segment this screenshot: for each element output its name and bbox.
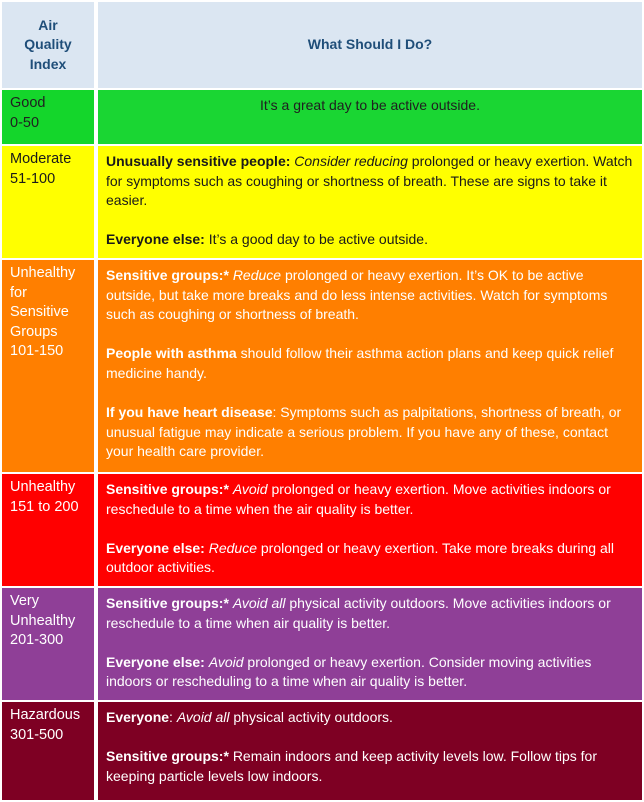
- advice-bold: Sensitive groups:*: [106, 267, 229, 283]
- advice-bold: Sensitive groups:*: [106, 748, 229, 765]
- category-label-line: for: [10, 284, 27, 301]
- advice-bold: If you have heart disease: [106, 404, 273, 421]
- advice-good: [94, 88, 642, 144]
- advice-unhealthy: [94, 472, 642, 586]
- category-range: 151 to 200: [10, 498, 79, 515]
- category-unhealthy-sensitive: [2, 258, 94, 472]
- row-unhealthy-sensitive: [2, 258, 642, 472]
- aqi-table: [2, 2, 642, 800]
- advice-paragraph: [106, 266, 634, 325]
- category-range: 301-500: [10, 726, 64, 743]
- header-aqi-cell: [2, 2, 94, 88]
- advice-text: It’s a good day to be active outside.: [208, 231, 428, 248]
- advice-text: prolonged or heavy exertion. Take more breaks during all outdoor activities.: [106, 539, 614, 576]
- advice-bold: Everyone else:: [106, 539, 205, 556]
- category-range: 51-100: [10, 170, 56, 187]
- row-very-unhealthy: [2, 586, 642, 700]
- category-label-line: Unhealthy: [10, 265, 76, 281]
- advice-paragraph: [106, 653, 634, 692]
- row-unhealthy: [2, 472, 642, 586]
- category-very-unhealthy: [2, 586, 94, 700]
- header-what-title: What Should I Do?: [307, 36, 433, 53]
- advice-text: Remain indoors and keep activity levels low. Follow tips for keeping particle levels low indoors.: [106, 748, 597, 784]
- advice-italic: Avoid all: [176, 709, 230, 725]
- advice-unhealthy-sensitive: [94, 258, 642, 472]
- header-row: [2, 2, 642, 88]
- advice-paragraph: [106, 152, 634, 211]
- advice-italic: Reduce: [232, 267, 282, 283]
- advice-text: prolonged or heavy exertion. Watch for symptoms such as coughing or shortness of breath. These are signs to take it easier.: [106, 153, 633, 209]
- advice-text: prolonged or heavy exertion. Move activities indoors or reschedule to a time when the air quality is better.: [106, 481, 611, 517]
- header-aqi-line2: Quality: [24, 36, 72, 53]
- advice-italic: Reduce: [208, 539, 257, 556]
- category-unhealthy: [2, 472, 94, 586]
- category-good: [2, 88, 94, 144]
- advice-text: physical activity outdoors. Move activities indoors or reschedule to a time when air quality is better.: [106, 595, 611, 631]
- advice-bold: Everyone else:: [106, 231, 205, 248]
- advice-bold: Unusually sensitive people:: [106, 153, 291, 169]
- advice-paragraph: [106, 403, 634, 462]
- advice-text: It’s a great day to be active outside.: [260, 97, 480, 113]
- advice-paragraph: [106, 539, 634, 578]
- row-hazardous: [2, 700, 642, 800]
- category-label-line: Sensitive: [10, 304, 69, 321]
- advice-text: : Symptoms such as palpitations, shortness of breath, or unusual fatigue may indicate a serious problem. If you have any of these, contact your health care provider.: [106, 404, 622, 460]
- advice-bold: Everyone: [106, 709, 170, 725]
- advice-very-unhealthy: [94, 586, 642, 700]
- advice-paragraph: [106, 344, 634, 383]
- category-label: Hazardous: [10, 707, 81, 723]
- category-range: 201-300: [10, 632, 64, 649]
- advice-text: prolonged or heavy exertion. It’s OK to be active outside, but take more breaks and do less intense activities. Watch for symptoms such as coughing or shortness of breath.: [106, 267, 608, 323]
- category-label: Unhealthy: [10, 479, 76, 495]
- advice-bold: People with asthma: [106, 345, 237, 362]
- category-label-line: Groups: [10, 323, 58, 340]
- advice-paragraph: [106, 480, 634, 519]
- category-range: 101-150: [10, 343, 64, 360]
- advice-italic: Avoid: [208, 653, 244, 670]
- category-label-line: Unhealthy: [10, 612, 76, 629]
- advice-paragraph: [106, 708, 634, 728]
- category-label-line: Very: [10, 593, 40, 609]
- advice-bold: Sensitive groups:*: [106, 481, 229, 497]
- advice-text: physical activity outdoors.: [233, 709, 393, 725]
- category-label: Good: [10, 95, 46, 111]
- advice-moderate: [94, 144, 642, 258]
- row-moderate: [2, 144, 642, 258]
- advice-paragraph: [106, 230, 634, 250]
- category-label: Moderate: [10, 151, 72, 167]
- advice-italic: Avoid: [232, 481, 268, 497]
- category-hazardous: [2, 700, 94, 800]
- advice-paragraph: [106, 594, 634, 633]
- category-moderate: [2, 144, 94, 258]
- header-aqi-line3: Index: [29, 55, 67, 72]
- advice-bold: Sensitive groups:*: [106, 595, 229, 611]
- advice-bold: Everyone else:: [106, 653, 205, 670]
- advice-separator: :: [169, 709, 173, 725]
- header-what-cell: [94, 2, 642, 88]
- advice-hazardous: [94, 700, 642, 800]
- advice-italic: Avoid all: [232, 595, 286, 611]
- category-range: 0-50: [10, 114, 40, 131]
- advice-text: prolonged or heavy exertion. Consider moving activities indoors or rescheduling to a time when air quality is better.: [106, 653, 592, 690]
- advice-paragraph: [106, 747, 634, 786]
- header-aqi-line1: Air: [38, 17, 58, 33]
- advice-text: should follow their asthma action plans and keep quick relief medicine handy.: [106, 345, 614, 381]
- advice-italic: Consider reducing: [294, 153, 408, 169]
- row-good: [2, 88, 642, 144]
